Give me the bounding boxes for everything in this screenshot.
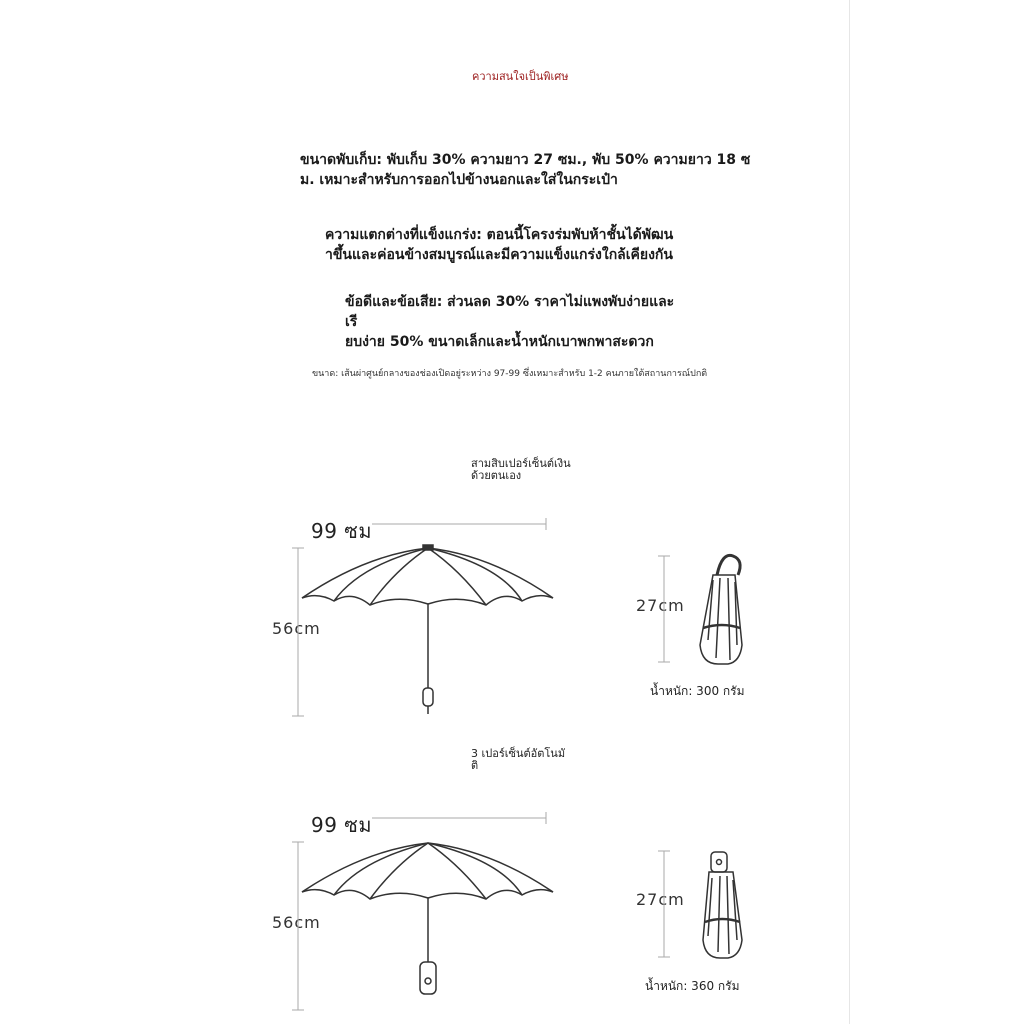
product-1-folded-umbrella-icon (658, 555, 742, 664)
product-2-caption: 3 เปอร์เซ็นต์อัตโนมั ติ (471, 747, 566, 772)
folded-size-paragraph: ขนาดพับเก็บ: พับเก็บ 30% ความยาว 27 ซม., พับ 50% ความยาว 18 ซ ม. เหมาะสำหรับการออกไปข้างนอกและใส่ในกระเป๋า (300, 152, 751, 188)
size-note: ขนาด: เส้นผ่าศูนย์กลางของช่องเปิดอยู่ระหว่าง 97-99 ซึ่งเหมาะสำหรับ 1-2 คนภายใต้สถานการณ์ปกติ (312, 369, 708, 379)
product-1-weight-label: น้ำหนัก: 300 กรัม (650, 684, 745, 698)
product-1-height-label: 56cm (272, 619, 321, 638)
product-2-weight-label: น้ำหนัก: 360 กรัม (645, 979, 740, 993)
product-2-open-umbrella-icon (292, 812, 553, 1010)
special-attention-note: ความสนใจเป็นพิเศษ (472, 70, 569, 83)
difference-paragraph: ความแตกต่างที่แข็งแกร่ง: ตอนนี้โครงร่มพับห้าชั้นได้พัฒน าขึ้นและค่อนข้างสมบูรณ์และมีความแข็งแกร่งใกล้เคียงกัน (325, 227, 674, 263)
product-2-height-label: 56cm (272, 913, 321, 932)
product-1-folded-label: 27cm (636, 596, 685, 615)
product-2-folded-label: 27cm (636, 890, 685, 909)
pros-cons-paragraph: ข้อดีและข้อเสีย: ส่วนลด 30% ราคาไม่แพงพับง่ายและเรี ยบง่าย 50% ขนาดเล็กและน้ำหนักเบาพกพาสะดวก (345, 294, 675, 350)
product-1-open-umbrella-icon (292, 518, 553, 716)
product-1-width-label: 99 ซม (311, 519, 373, 543)
product-2-folded-umbrella-icon (658, 851, 742, 958)
product-1-caption: สามสิบเปอร์เซ็นต์เงิน ด้วยตนเอง (471, 457, 571, 482)
product-2-width-label: 99 ซม (311, 813, 373, 837)
